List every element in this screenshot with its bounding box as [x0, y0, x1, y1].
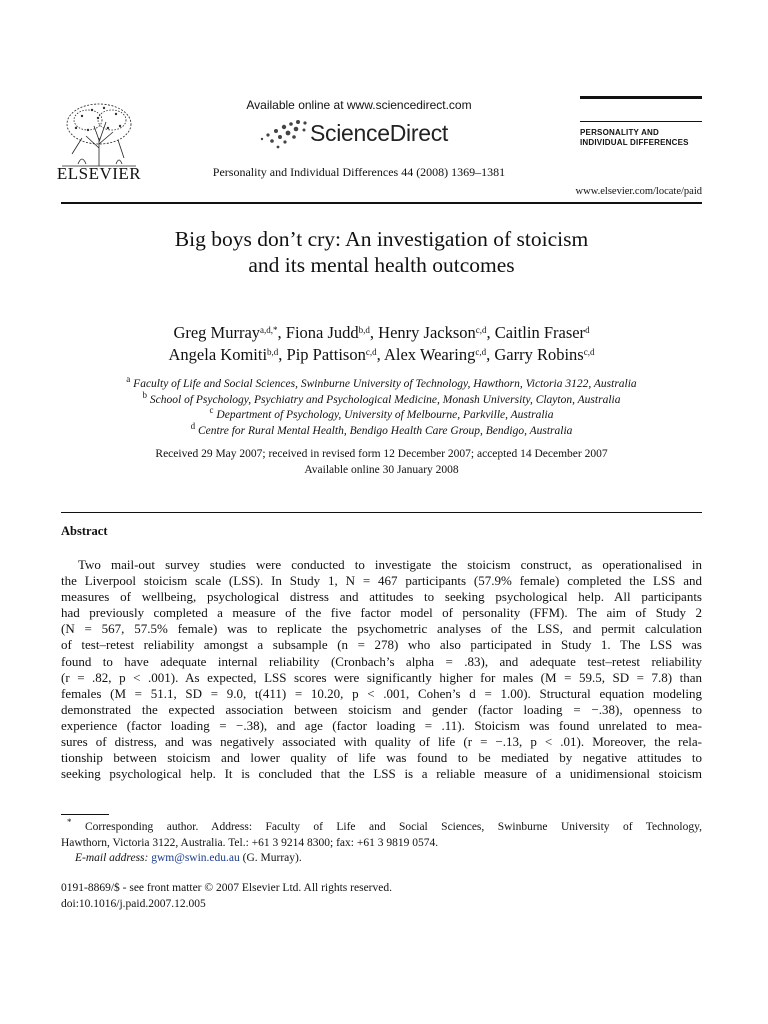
author-name[interactable]: Alex Wearing — [383, 345, 476, 364]
email-owner: (G. Murray). — [242, 852, 302, 864]
affiliation-text: Faculty of Life and Social Sciences, Swinburne University of Technology, Hawthorn, Victoria 3122, Australia — [133, 378, 637, 390]
affiliation-item — [61, 389, 702, 409]
affiliation-text: School of Psychology, Psychiatry and Psychological Medicine, Monash University, Clayton, Australia — [149, 393, 621, 406]
author-name[interactable]: Henry Jackson — [378, 323, 476, 342]
abstract-rule — [61, 512, 702, 513]
article-title-line1: Big boys don’t cry: An investigation of stoicism — [174, 227, 589, 251]
author-affiliation-marker: a,d,* — [260, 325, 278, 335]
affiliation-list — [61, 374, 702, 439]
author-name[interactable]: Pip Pattison — [286, 345, 366, 364]
copyright-block — [61, 880, 702, 912]
abstract-line: the Liverpool stoicism scale (LSS). In Study 1, N = 467 participants (57.9% female) completed the LSS and — [61, 573, 702, 589]
abstract-line: Two mail-out survey studies were conducted to investigate the stoicism construct, as operationalised in — [78, 557, 702, 572]
abstract-line: had previously completed a measure of the five factor model of personality (FFM). The aim of Study 2 — [61, 605, 702, 621]
abstract-line: found to have adequate internal reliability (Cronbach’s alpha = .83), and adequate test–retest reliability — [61, 653, 702, 669]
article-history — [61, 446, 702, 478]
sciencedirect-wordmark: ScienceDirect — [310, 120, 448, 146]
journal-citation: Personality and Individual Differences 44 (2008) 1369–1381 — [212, 165, 506, 179]
sciencedirect-dots-icon — [258, 118, 310, 152]
abstract-line: measures of wellbeing, psychological distress and attitudes to seeking psychological help. All participants — [61, 589, 702, 605]
footnote-line-2: Hawthorn, Victoria 3122, Australia. Tel.: +61 3 9214 8300; fax: +61 3 9819 0574. — [61, 836, 439, 849]
author-name[interactable]: Greg Murray — [173, 323, 261, 342]
author-separator: , — [486, 323, 495, 342]
footnote-line-1 — [61, 817, 702, 836]
affiliation-text: Department of Psychology, University of Melbourne, Parkville, Australia — [216, 409, 554, 421]
affiliation-marker: b — [142, 389, 148, 400]
abstract-line: experience (factor loading = −.38), and age (factor loading = .11). Stoicism was found unrelated to mea- — [61, 717, 702, 733]
sciencedirect-logo — [258, 116, 468, 154]
author-separator: , — [277, 323, 286, 342]
abstract-line: of test–retest reliability amongst a subsample (n = 278) who also participated in Study 1. The LSS was — [61, 637, 702, 653]
author-line-2 — [61, 344, 702, 366]
footnote-rule — [61, 814, 109, 815]
footnote-marker: * — [67, 817, 72, 827]
author-affiliation-marker: c,d — [583, 347, 595, 357]
elsevier-tree-icon — [58, 98, 140, 168]
footnote-text: Corresponding author. Address: Faculty of Life and Social Sciences, Swinburne University of Technology, — [84, 821, 702, 833]
article-title — [61, 226, 702, 278]
journal-url[interactable]: www.elsevier.com/locate/paid — [575, 186, 702, 197]
author-separator: , — [369, 323, 379, 342]
author-separator: , — [376, 345, 384, 364]
email-link[interactable]: gwm@swin.edu.au — [151, 852, 240, 864]
elsevier-logo — [58, 98, 140, 186]
author-affiliation-marker: c,d — [475, 325, 487, 335]
abstract-body — [61, 557, 702, 782]
affiliation-text: Centre for Rural Mental Health, Bendigo Health Care Group, Bendigo, Australia — [197, 424, 573, 437]
author-affiliation-marker: c,d — [365, 347, 377, 357]
author-separator: , — [486, 345, 495, 364]
affiliation-item — [61, 420, 702, 440]
author-affiliation-marker: d — [585, 325, 590, 335]
available-online: Available online at www.sciencedirect.com — [246, 98, 472, 112]
email-label: E-mail address: — [75, 852, 149, 864]
abstract-line: sures of distress, and was negatively associated with quality of life (r = −.13, p < .01). Moreover, the rela- — [61, 734, 702, 750]
author-list — [61, 322, 702, 366]
journal-rule-mid — [580, 121, 702, 122]
abstract-line: tionship between stoicism and lower quality of life was found to be mediated by negative attitudes to — [61, 750, 702, 766]
footnote — [61, 817, 702, 867]
abstract-line: (r = .82, p < .001). As expected, LSS scores were significantly higher for males (M = 59.5, SD = 7.8) than — [61, 669, 702, 685]
author-separator: , — [278, 345, 287, 364]
affiliation-marker: d — [190, 420, 196, 431]
abstract-line: (N = 567, 57.5% female) was to replicate the psychometric analyses of the LSS, and permit calculation — [61, 621, 702, 637]
author-affiliation-marker: c,d — [475, 347, 487, 357]
author-line-1 — [61, 322, 702, 344]
received-dates: Received 29 May 2007; received in revised form 12 December 2007; accepted 14 December 2007 — [155, 448, 608, 460]
footnote-line-3 — [61, 851, 702, 867]
article-title-line2: and its mental health outcomes — [248, 253, 515, 277]
available-online-date: Available online 30 January 2008 — [304, 464, 459, 476]
doi-line[interactable]: doi:10.1016/j.paid.2007.12.005 — [61, 898, 206, 910]
abstract-line: seeking psychological help. It is concluded that the LSS is a reliable measure of a unidimensional stoicism — [61, 766, 702, 782]
author-name[interactable]: Garry Robins — [494, 345, 584, 364]
author-name[interactable]: Angela Komiti — [168, 345, 268, 364]
elsevier-wordmark: ELSEVIER — [56, 164, 142, 183]
affiliation-item — [61, 405, 702, 424]
abstract-heading: Abstract — [61, 524, 108, 538]
author-affiliation-marker: b,d — [358, 325, 370, 335]
journal-name — [580, 128, 689, 148]
author-name[interactable]: Caitlin Fraser — [494, 323, 586, 342]
affiliation-marker: c — [209, 405, 214, 415]
header-rule — [61, 202, 702, 204]
journal-name-line1: PERSONALITY AND — [580, 128, 660, 137]
journal-name-line2: INDIVIDUAL DIFFERENCES — [580, 138, 689, 147]
author-name[interactable]: Fiona Judd — [285, 323, 359, 342]
abstract-line: demonstrated the expected association between stoicism and gender (factor loading = −.38), openness to — [61, 701, 702, 717]
author-affiliation-marker: b,d — [267, 347, 279, 357]
journal-rule-top — [580, 96, 702, 99]
abstract-line: females (M = 51.1, SD = 9.0, t(411) = 10.20, p < .001, Cohen’s d = 1.00). Structural equation modeling — [61, 685, 702, 701]
copyright-line: 0191-8869/$ - see front matter © 2007 Elsevier Ltd. All rights reserved. — [61, 882, 392, 894]
affiliation-item — [61, 374, 702, 393]
affiliation-marker: a — [126, 374, 131, 384]
